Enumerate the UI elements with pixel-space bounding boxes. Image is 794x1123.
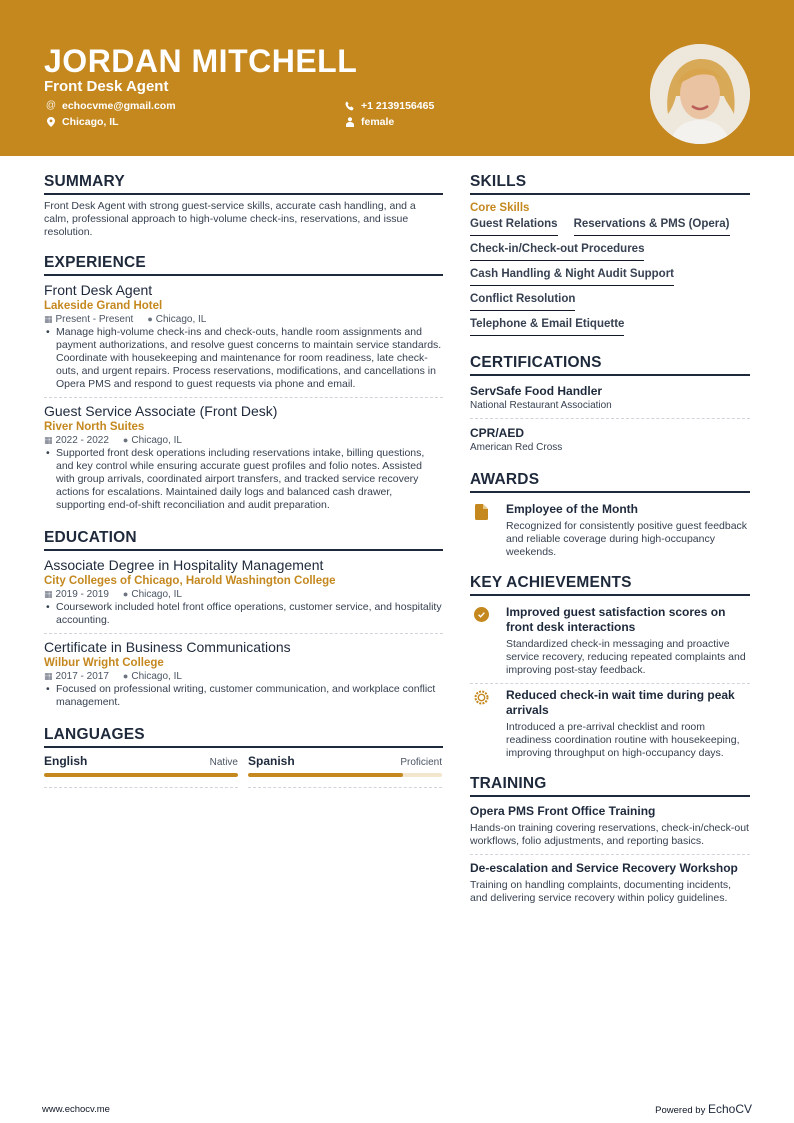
achievement-description: Introduced a pre-arrival checklist and room readiness coordination routine with housekeeping, improving throughput on high-occupancy days. <box>506 721 740 759</box>
contact-email[interactable]: @ echocvme@gmail.com <box>45 100 176 112</box>
at-icon: @ <box>45 100 57 111</box>
training-section <box>470 774 750 911</box>
education-bullets <box>44 683 443 709</box>
experience-item <box>44 397 443 518</box>
job-bullets <box>44 447 443 512</box>
education-section <box>44 528 443 715</box>
language-name: Spanish <box>248 754 295 768</box>
job-role: Front Desk Agent <box>44 282 153 298</box>
bullet-item: • Coursework included hotel front office operations, customer service, and hospitality accounting. <box>44 601 443 627</box>
awards-section <box>470 470 750 565</box>
school: City Colleges of Chicago, Harold Washington College <box>44 575 336 587</box>
footer-powered-by[interactable]: Powered by EchoCV <box>655 1102 752 1116</box>
degree: Associate Degree in Hospitality Management <box>44 557 324 573</box>
education-heading: EDUCATION <box>44 528 443 551</box>
candidate-title: Front Desk Agent <box>44 78 169 95</box>
location-pin-icon: ● <box>122 435 129 445</box>
left-column <box>44 172 443 802</box>
contact-location: Chicago, IL <box>46 115 119 129</box>
experience-item <box>44 281 443 397</box>
calendar-icon: ▦ <box>44 671 53 681</box>
summary-section <box>44 172 443 239</box>
education-meta: ▦ 2017 - 2017 ● Chicago, IL <box>44 671 182 682</box>
languages-heading: LANGUAGES <box>44 725 443 748</box>
skills-subheading: Core Skills <box>470 202 530 214</box>
location-pin-icon: ● <box>147 314 153 324</box>
phone-icon <box>345 101 355 111</box>
achievement-title: Improved guest satisfaction scores on front desk interactions <box>506 605 726 634</box>
education-item <box>44 633 443 715</box>
certifications-section <box>470 353 750 460</box>
check-circle-icon <box>470 605 492 677</box>
certification-issuer: American Red Cross <box>470 442 563 453</box>
degree: Certificate in Business Communications <box>44 639 291 655</box>
education-meta: ▦ 2019 - 2019 ● Chicago, IL <box>44 589 182 600</box>
job-bullets <box>44 326 443 391</box>
language-item <box>44 753 238 788</box>
achievement-description: Standardized check-in messaging and proactive service recovery, reducing repeated complaints and improving post-stay feedback. <box>506 638 746 676</box>
brand-name: EchoCV <box>707 1102 752 1116</box>
experience-section <box>44 253 443 518</box>
profile-photo <box>650 44 750 144</box>
skill-tag: Cash Handling & Night Audit Support <box>470 266 674 286</box>
footer-website-link[interactable]: www.echocv.me <box>42 1104 110 1115</box>
resume-header <box>0 0 794 156</box>
bullet-item: • Supported front desk operations including reservations intake, billing questions, and key control while ensuring accurate guest profiles and folio notes. Assisted with group arrivals, coordinated airport transfers, and tracked service recovery actions for escalations. Maintained daily logs and balanced cash drawer, supporting end-of-shift reconciliation and audit preparation. <box>44 447 443 512</box>
language-progress-bar <box>248 773 442 777</box>
calendar-icon: ▦ <box>44 589 53 599</box>
language-level: Native <box>209 757 238 768</box>
skill-tag: Check-in/Check-out Procedures <box>470 241 644 261</box>
achievement-title: Reduced check-in wait time during peak arrivals <box>506 688 735 717</box>
person-icon <box>345 117 355 127</box>
document-icon <box>470 502 492 559</box>
job-company: Lakeside Grand Hotel <box>44 300 163 312</box>
location-pin-icon <box>46 117 56 127</box>
award-item <box>470 498 750 565</box>
achievement-item <box>470 683 750 766</box>
award-description: Recognized for consistently positive guest feedback and reliable coverage during high-occupancy weekends. <box>506 520 748 558</box>
education-item <box>44 556 443 633</box>
awards-heading: AWARDS <box>470 470 750 493</box>
location-pin-icon: ● <box>122 589 129 599</box>
job-meta: ▦ 2022 - 2022 ● Chicago, IL <box>44 435 182 446</box>
language-progress-bar <box>44 773 238 777</box>
award-title: Employee of the Month <box>506 502 638 516</box>
skills-section <box>470 172 750 341</box>
school: Wilbur Wright College <box>44 657 164 669</box>
achievement-item <box>470 601 750 683</box>
calendar-icon: ▦ <box>44 314 53 324</box>
certification-issuer: National Restaurant Association <box>470 400 612 411</box>
location-pin-icon: ● <box>122 671 129 681</box>
achievements-heading: KEY ACHIEVEMENTS <box>470 573 750 596</box>
skill-tag: Conflict Resolution <box>470 291 575 311</box>
summary-text: Front Desk Agent with strong guest-service skills, accurate cash handling, and a calm, professional approach to high-volume check-ins, reservations, and issue resolution. <box>44 200 416 238</box>
skill-tag: Guest Relations <box>470 216 558 236</box>
calendar-icon: ▦ <box>44 435 53 445</box>
training-title: Opera PMS Front Office Training <box>470 804 656 818</box>
skill-tag: Reservations & PMS (Opera) <box>574 216 730 236</box>
contact-phone[interactable]: +1 2139156465 <box>345 99 434 113</box>
gear-icon <box>470 688 492 760</box>
experience-heading: EXPERIENCE <box>44 253 443 276</box>
right-column <box>470 172 750 925</box>
job-meta: ▦ Present - Present ● Chicago, IL <box>44 314 207 325</box>
certification-item <box>470 418 750 460</box>
certification-item <box>470 381 750 418</box>
job-role: Guest Service Associate (Front Desk) <box>44 403 278 419</box>
language-item <box>248 753 442 788</box>
training-item <box>470 802 750 854</box>
skills-heading: SKILLS <box>470 172 750 195</box>
skill-tag: Telephone & Email Etiquette <box>470 316 624 336</box>
summary-heading: SUMMARY <box>44 172 443 195</box>
certification-name: ServSafe Food Handler <box>470 384 603 398</box>
language-level: Proficient <box>400 757 442 768</box>
candidate-name: JORDAN MITCHELL <box>44 43 358 79</box>
training-title: De-escalation and Service Recovery Workshop <box>470 861 738 875</box>
job-company: River North Suites <box>44 421 145 433</box>
languages-section <box>44 725 443 788</box>
language-name: English <box>44 754 88 768</box>
training-description: Training on handling complaints, documenting incidents, and delivering service recovery within policy guidelines. <box>470 879 732 904</box>
certification-name: CPR/AED <box>470 426 525 440</box>
training-heading: TRAINING <box>470 774 750 797</box>
certifications-heading: CERTIFICATIONS <box>470 353 750 376</box>
education-bullets <box>44 601 443 627</box>
bullet-item: • Focused on professional writing, customer communication, and workplace conflict management. <box>44 683 443 709</box>
training-description: Hands-on training covering reservations, check-in/check-out workflows, folio adjustments, and reporting basics. <box>470 822 749 847</box>
bullet-item: • Manage high-volume check-ins and check-outs, handle room assignments and payment authorizations, and resolve guest concerns to maintain service standards. Coordinate with housekeeping and maintenance for room readiness, late check-outs, and urgent repairs. Process reservations, modifications, and cancellations in Opera PMS and respond to guest requests via phone and email. <box>44 326 443 391</box>
achievements-section <box>470 573 750 766</box>
contact-gender: female <box>345 115 394 129</box>
training-item <box>470 854 750 911</box>
